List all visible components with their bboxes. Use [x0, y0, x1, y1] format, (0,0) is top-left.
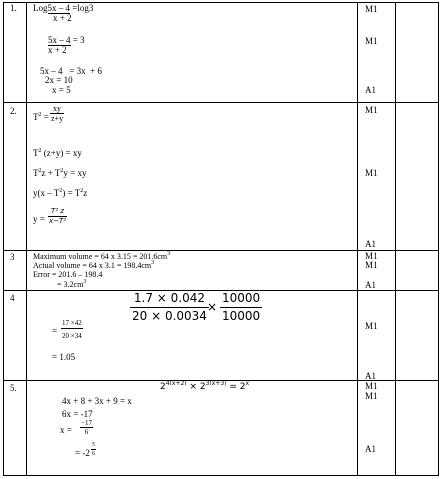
question-number: 5.	[10, 383, 17, 393]
mark: M1	[365, 251, 378, 261]
mark: M1	[365, 260, 378, 270]
q4-line-2-equals: =	[52, 326, 58, 336]
q5-fraction: −17 6	[81, 419, 92, 436]
q5-line-2: 6x = -17	[62, 409, 93, 419]
mark: A1	[365, 239, 376, 249]
q3-line-1: Maximum volume = 64 x $3.15 = 201.6cm^3$	[33, 251, 171, 261]
q4-big-fraction-2: 10000 10000	[222, 291, 261, 323]
q1-line-2-denominator: x + 2	[48, 45, 67, 55]
q3-line-3: Error = 201.6 – 198.4	[33, 270, 103, 279]
q2-line-3: $T^2z + T^2y$ = xy	[33, 168, 87, 178]
q4-big-fraction-1: 1.7 × 0.042 20 × 0.0034	[132, 291, 207, 323]
q4-line-3: = 1.05	[52, 352, 76, 362]
q5-mixed-fraction: 5 6	[92, 442, 95, 457]
q1-line-1: Log5x – 4 =log3	[33, 3, 94, 13]
mark: M1	[365, 4, 378, 14]
question-number: 1.	[10, 3, 17, 13]
mark: M1	[365, 105, 378, 115]
q1-line-2: 5x – 4 = 3	[48, 35, 85, 45]
q3-line-4: = $3.2cm^3$	[57, 279, 87, 289]
q1-line-1-denominator: x + 2	[53, 13, 72, 23]
q5-line-4: = -2	[75, 448, 90, 458]
question-number: 4	[10, 293, 15, 303]
q3-line-2: Actual volume = 64 x $3.1 = 198.4cm^3$	[33, 260, 155, 270]
mark: M1	[365, 391, 378, 401]
q4-times-sign: ×	[207, 300, 218, 314]
row-divider	[3, 102, 439, 103]
mark: A1	[365, 444, 376, 454]
mark: M1	[365, 168, 378, 178]
column-divider	[357, 2, 358, 476]
q1-line-4: 2x = 10	[45, 75, 73, 85]
q2-fraction: xy z+y	[51, 104, 64, 123]
mark: A1	[365, 280, 376, 290]
question-number: 2.	[10, 106, 17, 116]
mark: M1	[365, 321, 378, 331]
q2-line-4: $y(x - T^2) = T^2z$	[33, 188, 88, 198]
mark: A1	[365, 85, 376, 95]
q5-equation: $2^{4(x+2)} \times 2^{3(x+3)} = 2^x$	[160, 380, 250, 392]
question-number: 3	[10, 252, 15, 262]
q2-line-1: $T^2$ =	[33, 112, 49, 122]
q2-line-5: y =	[33, 214, 45, 224]
mark: M1	[365, 36, 378, 46]
q2-result-fraction: T² z x−T²	[49, 207, 67, 225]
q5-line-3: x =	[60, 425, 72, 435]
q2-line-2: $T^2$ (z+y) = xy	[33, 148, 82, 158]
column-divider	[26, 2, 27, 476]
mark: M1	[365, 381, 378, 391]
q5-line-1: 4x + 8 + 3x + 9 = x	[62, 396, 132, 406]
column-divider	[395, 2, 396, 476]
q1-line-5: x = 5	[52, 85, 71, 95]
q4-simplified-fraction: 17 ×42 20 ×34	[62, 319, 82, 340]
q1-line-3: 5x – 4 = 3x + 6	[40, 66, 102, 76]
mark: A1	[365, 371, 376, 381]
